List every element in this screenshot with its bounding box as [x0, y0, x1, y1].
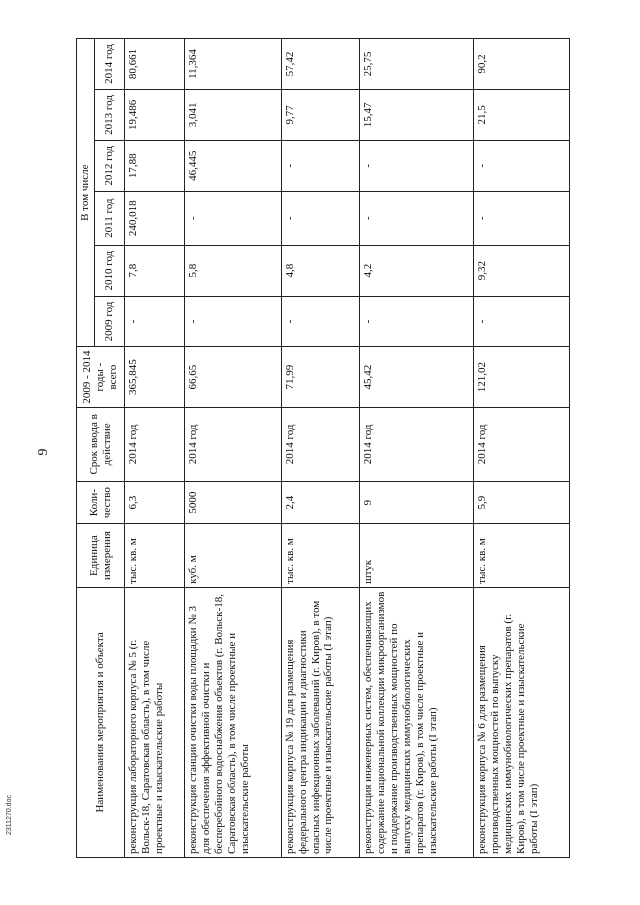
row-year-2012: - — [359, 140, 473, 191]
row-quantity: 5000 — [185, 481, 281, 523]
row-year-2011: - — [473, 191, 569, 245]
row-year-2011: - — [281, 191, 359, 245]
row-year-2013: 19,486 — [125, 90, 185, 141]
row-term: 2014 год — [281, 407, 359, 481]
table-row — [359, 39, 473, 858]
header-year: 2010 год — [95, 245, 125, 296]
row-year-2010: 4,8 — [281, 245, 359, 296]
row-year-2014: 25,75 — [359, 39, 473, 90]
footer-document-code: 2311270.doc — [6, 795, 13, 835]
row-total: 66,65 — [185, 347, 281, 407]
row-year-2013: 3,041 — [185, 90, 281, 141]
row-year-2009: - — [359, 296, 473, 347]
header-year: 2012 год — [95, 140, 125, 191]
row-name: реконструкция станции очистки воды площадки № 3 для обеспечения эффективной очистки и бесперебойного водоснабжения объектов (г. Вольск-18, Саратовская область), в том числе проектные и изыскательские работы — [185, 587, 281, 857]
row-year-2010: 5,8 — [185, 245, 281, 296]
row-year-2014: 80,661 — [125, 39, 185, 90]
row-year-2011: - — [359, 191, 473, 245]
row-year-2009: - — [281, 296, 359, 347]
header-quantity: Коли-чество — [77, 481, 125, 523]
header-name: Наименования мероприятия и объекта — [77, 587, 125, 857]
row-year-2014: 57,42 — [281, 39, 359, 90]
row-year-2013: 21,5 — [473, 90, 569, 141]
row-total: 121,02 — [473, 347, 569, 407]
row-term: 2014 год — [359, 407, 473, 481]
row-name: реконструкция инженерных систем, обеспечивающих содержание национальной коллекции микроорганизмов и поддержание производственных мощностей по выпуску медицинских иммунобиологических препаратов (г. Киров), в том числе проектные и изыскательские работы (I этап) — [359, 587, 473, 857]
header-year: 2013 год — [95, 90, 125, 141]
row-year-2010: 4,2 — [359, 245, 473, 296]
row-total: 45,42 — [359, 347, 473, 407]
row-name: реконструкция корпуса № 19 для размещения федерального центра индикации и диагностики опасных инфекционных заболеваний (г. Киров), в том числе проектные и изыскательские работы (I этап) — [281, 587, 359, 857]
row-term: 2014 год — [185, 407, 281, 481]
row-year-2009: - — [125, 296, 185, 347]
header-year: 2011 год — [95, 191, 125, 245]
header-year: 2009 год — [95, 296, 125, 347]
row-unit: куб. м — [185, 524, 281, 588]
row-total: 365,845 — [125, 347, 185, 407]
header-term: Срок ввода в действие — [77, 407, 125, 481]
row-year-2012: - — [473, 140, 569, 191]
table-row — [125, 39, 185, 858]
row-name: реконструкция корпуса № 6 для размещения производственных мощностей по выпуску медицинских иммунобиологических препаратов (г. Киров), в том числе проектные и изыскательские работы (I этап) — [473, 587, 569, 857]
row-year-2009: - — [185, 296, 281, 347]
row-year-2014: 11,364 — [185, 39, 281, 90]
row-year-2010: 7,8 — [125, 245, 185, 296]
row-unit: тыс. кв. м — [125, 524, 185, 588]
row-name: реконструкция лабораторного корпуса № 5 (г. Вольск-18, Саратовская область), в том числе проектные и изыскательские работы — [125, 587, 185, 857]
row-year-2010: 9,32 — [473, 245, 569, 296]
row-year-2011: 240,018 — [125, 191, 185, 245]
header-including: В том числе — [77, 39, 95, 347]
row-year-2013: 15,47 — [359, 90, 473, 141]
row-year-2012: 46,445 — [185, 140, 281, 191]
row-unit: тыс. кв. м — [281, 524, 359, 588]
row-year-2012: 17,88 — [125, 140, 185, 191]
row-year-2013: 9,77 — [281, 90, 359, 141]
row-year-2014: 90,2 — [473, 39, 569, 90]
row-quantity: 6,3 — [125, 481, 185, 523]
row-quantity: 2,4 — [281, 481, 359, 523]
header-year: 2014 год — [95, 39, 125, 90]
header-total: 2009 - 2014 годы - всего — [77, 347, 125, 407]
row-unit: штук — [359, 524, 473, 588]
row-year-2012: - — [281, 140, 359, 191]
row-term: 2014 год — [473, 407, 569, 481]
header-unit: Единица измерения — [77, 524, 125, 588]
row-quantity: 5,9 — [473, 481, 569, 523]
row-term: 2014 год — [125, 407, 185, 481]
page-number: 9 — [36, 448, 51, 456]
row-unit: тыс. кв. м — [473, 524, 569, 588]
table-row — [281, 39, 359, 858]
row-total: 71,99 — [281, 347, 359, 407]
rotated-table-container — [76, 38, 570, 858]
row-year-2009: - — [473, 296, 569, 347]
row-quantity: 9 — [359, 481, 473, 523]
row-year-2011: - — [185, 191, 281, 245]
measures-table — [76, 38, 570, 858]
table-row — [185, 39, 281, 858]
table-row — [473, 39, 569, 858]
